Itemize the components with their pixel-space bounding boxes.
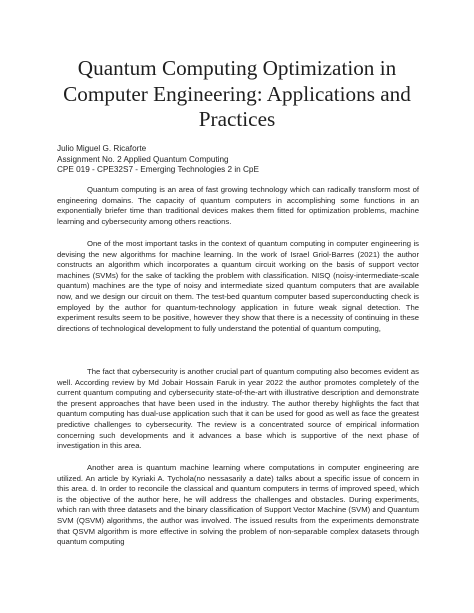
author-name: Julio Miguel G. Ricaforte [57,144,147,153]
assignment-line: Assignment No. 2 Applied Quantum Computing [57,154,229,164]
body-paragraph: The fact that cybersecurity is another crucial part of quantum computing also becomes evident as well. According review by Md Jobair Hossain Faruk in year 2022 the author promotes completely of the current quantum computing and cybersecurity state-of-the-art with illustrative description and demonstrate the present approaches that have been used in the industry. The author thereby highlights the fact that quantum computing has dual-use application such that it can be used for good as well as face the greatest predictive challenges to cybersecurity. The review is a concentrated source of empirical information concerning such developments and it advances a base which is supportive of the next phase of investigation in this area. [57,367,419,451]
body-paragraph: Another area is quantum machine learning where computations in computer engineering are utilized. An article by Kyriaki A. Tychola(no nessasarily a date) talks about a specific issue of concern in this area. d. In order to reconcile the classical and quantum computers in terms of improved speed, which is the objective of the author here, he will address the challenges and obstacles. During experiments, which ran with three datasets and the binary classification of Support Vector Machine (SVM) and Quantum SVM (QSVM) algorithms, the author was involved. The issued results from the experiments demonstrate that QSVM algorithm is more effective in solving the problem of non-separable complex datasets through quantum computing [57,463,419,547]
body-paragraph: Quantum computing is an area of fast growing technology which can radically transform most of engineering domains. The capacity of quantum computers in accomplishing some functions in an exponentially briefer time than traditional devices makes them fitted for optimization problems, machine learning and cybersecurity among others reactions. [57,185,419,226]
course-line: CPE 019 - CPE32S7 - Emerging Technologies 2 in CpE [57,165,259,175]
document-title: Quantum Computing Optimization in Computer Engineering: Applications and Practices [63,56,411,131]
author-info [57,144,419,176]
body-paragraph: One of the most important tasks in the context of quantum computing in computer engineering is devising the new algorithms for machine learning. In the work of Israel Griol-Barres (2021) the author constructs an algorithm which incorporates a quantum circuit working on the basis of support vector machines (SVMs) for the sake of tackling the problem with classification. NISQ (noisy-intermediate-scale quantum) machines are the type of noisy and intermediate sized quantum computers that are available now, and we design our circuit on them. The test-bed quantum computer based superconducting check is employed by the author for quantum-technology application in future weak signal detection. The experiment results seem to be positive, however they show that there is a necessity of continuing in these directions of technological development to fully understand the potential of quantum computing, [57,239,419,333]
